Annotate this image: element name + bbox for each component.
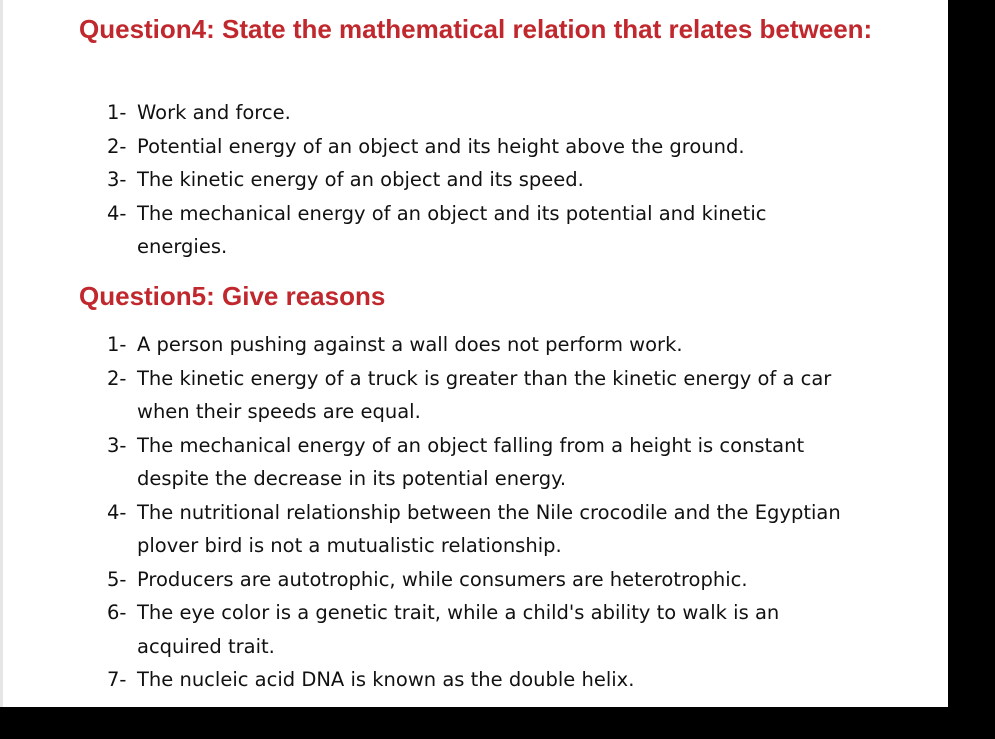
question4-item-3 xyxy=(0,163,857,197)
question5-item-2 xyxy=(0,362,857,429)
item-number: 3- xyxy=(107,168,127,191)
question5-list xyxy=(0,328,857,697)
item-text: Work and force. xyxy=(137,101,291,124)
item-number: 6- xyxy=(107,601,127,624)
item-text: The mechanical energy of an object and its potential and kinetic energies. xyxy=(137,201,767,258)
item-text: The nutritional relationship between the Nile crocodile and the Egyptian plover bird is not a mutualistic relationship. xyxy=(137,500,841,557)
item-number: 4- xyxy=(107,201,127,225)
question5-item-1 xyxy=(0,328,857,362)
item-number: 3- xyxy=(107,433,127,457)
item-text: Producers are autotrophic, while consumers are heterotrophic. xyxy=(137,567,748,591)
question5-item-6 xyxy=(0,596,857,663)
item-number: 4- xyxy=(107,500,127,524)
item-number: 1- xyxy=(107,333,127,356)
item-text: A person pushing against a wall does not perform work. xyxy=(137,333,683,356)
item-text: Potential energy of an object and its height above the ground. xyxy=(137,134,745,158)
item-text: The nucleic acid DNA is known as the double helix. xyxy=(137,668,635,691)
question5-item-7 xyxy=(0,663,857,697)
question4-item-2 xyxy=(0,130,857,164)
question4-list xyxy=(0,96,857,264)
question5-item-5 xyxy=(0,563,857,597)
item-number: 7- xyxy=(107,668,127,691)
question4-item-4 xyxy=(0,197,857,264)
question5-item-4 xyxy=(0,496,857,563)
item-number: 1- xyxy=(107,101,127,124)
item-text: The eye color is a genetic trait, while a child's ability to walk is an acquired trait. xyxy=(137,601,780,658)
question4-heading: Question4: State the mathematical relation that relates between: xyxy=(79,14,873,44)
item-text: The kinetic energy of an object and its speed. xyxy=(137,168,584,191)
item-number: 2- xyxy=(107,366,127,390)
item-number: 2- xyxy=(107,134,127,158)
question5-item-3 xyxy=(0,429,857,496)
item-text: The kinetic energy of a truck is greater than the kinetic energy of a car when their speeds are equal. xyxy=(137,366,832,423)
question5-heading: Question5: Give reasons xyxy=(79,281,386,311)
item-number: 5- xyxy=(107,567,127,591)
item-text: The mechanical energy of an object falling from a height is constant despite the decrease in its potential energy. xyxy=(137,433,805,490)
question4-item-1 xyxy=(0,96,857,130)
